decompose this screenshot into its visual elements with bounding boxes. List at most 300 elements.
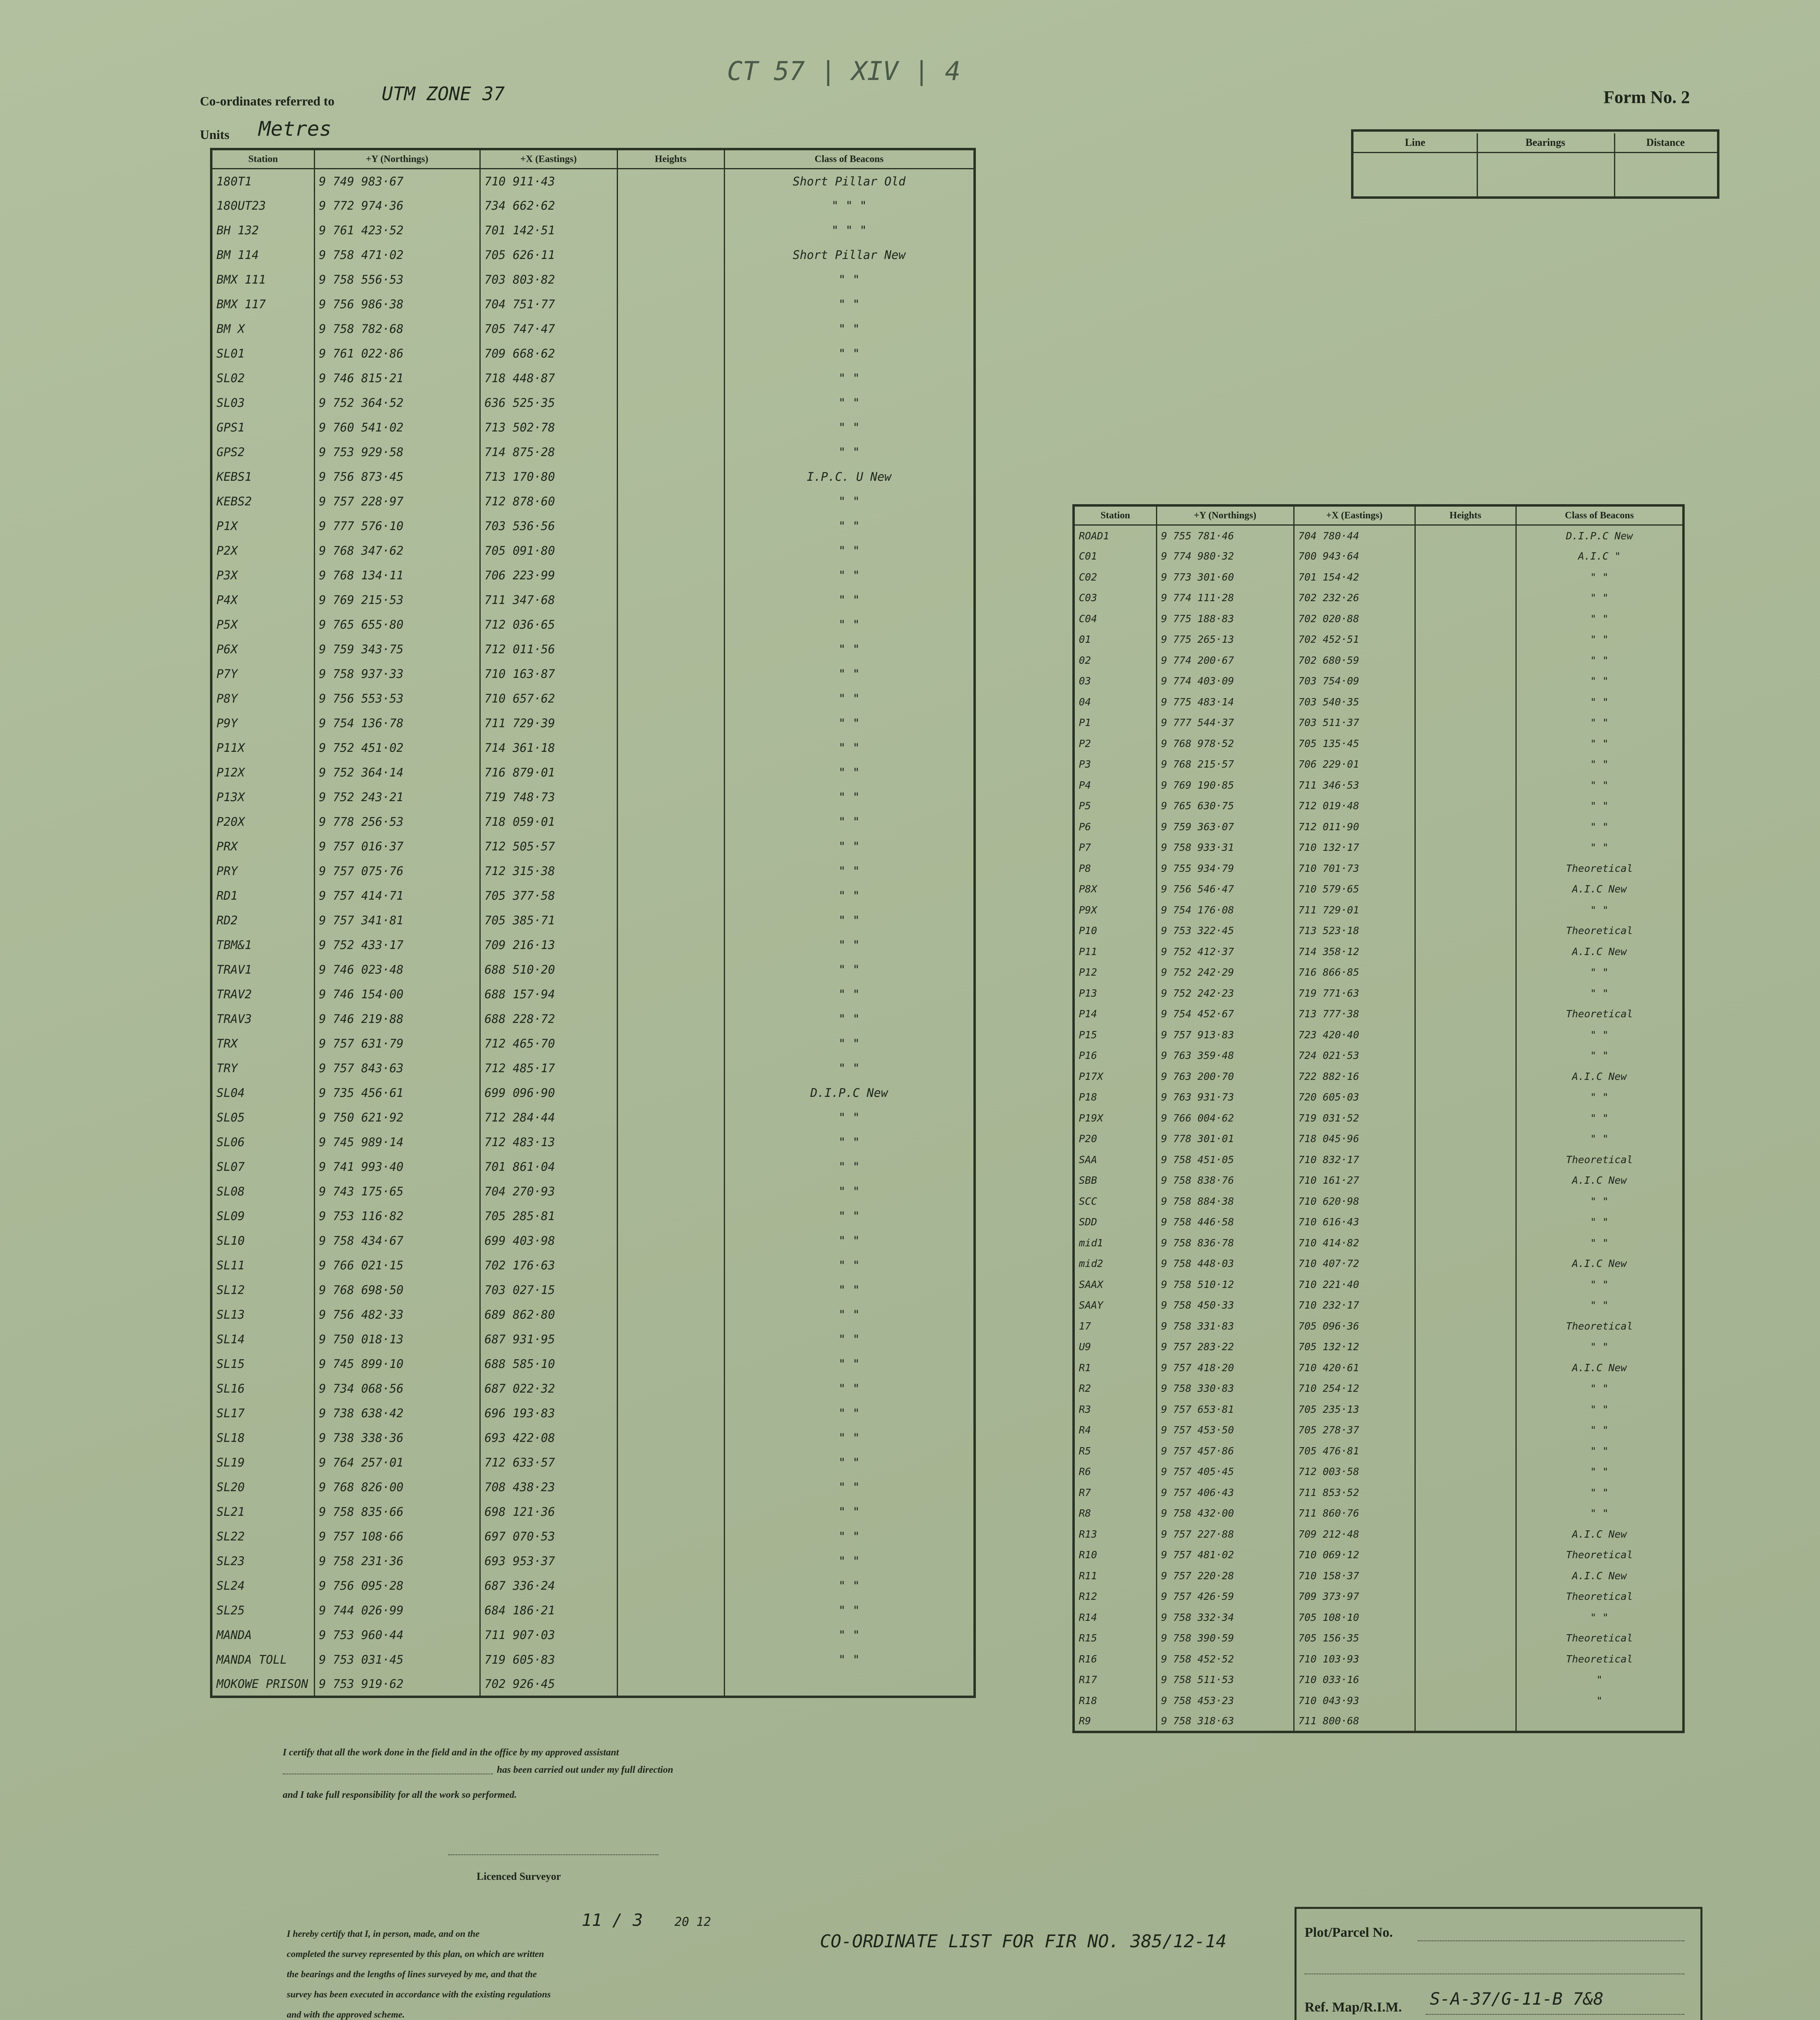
station-cell: PRX <box>211 834 314 859</box>
table-row <box>1074 1586 1683 1607</box>
easting-cell: 699 403·98 <box>480 1229 617 1253</box>
easting-cell: 719 031·52 <box>1294 1108 1415 1129</box>
beacon-class-cell: " " <box>724 908 975 933</box>
northing-cell: 9 758 434·67 <box>314 1229 480 1253</box>
station-cell: R18 <box>1074 1690 1156 1711</box>
height-cell <box>1415 650 1516 671</box>
table-row <box>1074 837 1683 858</box>
station-cell: SL13 <box>211 1302 314 1327</box>
table-row <box>211 612 975 637</box>
height-cell <box>1415 1461 1516 1482</box>
easting-cell: 703 803·82 <box>480 267 617 292</box>
height-cell <box>1415 1357 1516 1378</box>
table-row <box>1074 1357 1683 1378</box>
easting-cell: 698 121·36 <box>480 1500 617 1524</box>
beacon-class-cell: " " <box>1516 900 1683 921</box>
northing-cell: 9 761 423·52 <box>314 218 480 243</box>
beacon-class-cell: Short Pillar Old <box>724 169 975 194</box>
easting-cell: 688 157·94 <box>480 982 617 1007</box>
station-cell: P16 <box>1074 1045 1156 1066</box>
height-cell <box>1415 1482 1516 1503</box>
beacon-class-cell: Theoretical <box>1516 1316 1683 1337</box>
table-row <box>211 1426 975 1450</box>
station-cell: SL02 <box>211 366 314 391</box>
station-cell: SL18 <box>211 1426 314 1450</box>
table-row <box>1074 1253 1683 1274</box>
station-cell: SL07 <box>211 1155 314 1179</box>
beacon-class-cell: " " <box>724 1130 975 1155</box>
northing-cell: 9 768 347·62 <box>314 539 480 563</box>
station-cell: P7 <box>1074 837 1156 858</box>
form-number: Form No. 2 <box>1604 87 1690 107</box>
beacon-class-cell: " " <box>1516 1378 1683 1399</box>
easting-cell: 711 729·39 <box>480 711 617 736</box>
beacon-class-cell: " " <box>724 1302 975 1327</box>
station-cell: GPS2 <box>211 440 314 465</box>
easting-cell: 713 777·38 <box>1294 1004 1415 1025</box>
table-row <box>1074 733 1683 754</box>
beacon-class-cell: " " <box>724 1450 975 1475</box>
station-cell: C04 <box>1074 608 1156 629</box>
station-cell: GPS1 <box>211 415 314 440</box>
easting-cell: 710 616·43 <box>1294 1212 1415 1233</box>
beacon-class-cell: " " <box>724 711 975 736</box>
northing-cell: 9 758 451·05 <box>1156 1149 1294 1170</box>
station-cell: TRAV3 <box>211 1007 314 1031</box>
easting-cell: 703 027·15 <box>480 1278 617 1302</box>
easting-cell: 703 754·09 <box>1294 671 1415 692</box>
table-row <box>211 933 975 957</box>
beacon-class-cell: " " <box>724 637 975 662</box>
beacon-class-cell: A.I.C New <box>1516 879 1683 900</box>
beacon-class-cell: " " <box>1516 795 1683 816</box>
easting-cell: 710 414·82 <box>1294 1233 1415 1254</box>
easting-cell: 706 223·99 <box>480 563 617 588</box>
easting-cell: 712 485·17 <box>480 1056 617 1081</box>
beacon-class-cell: " " <box>724 292 975 317</box>
height-cell <box>617 908 724 933</box>
easting-cell: 703 536·56 <box>480 514 617 539</box>
easting-cell: 702 020·88 <box>1294 608 1415 629</box>
easting-cell: 700 943·64 <box>1294 546 1415 567</box>
beacon-class-cell: Theoretical <box>1516 858 1683 879</box>
easting-cell: 684 186·21 <box>480 1598 617 1623</box>
beacon-class-cell: " " <box>1516 671 1683 692</box>
station-cell: SL25 <box>211 1598 314 1623</box>
station-cell: SBB <box>1074 1170 1156 1191</box>
easting-cell: 688 510·20 <box>480 957 617 982</box>
northing-cell: 9 768 826·00 <box>314 1475 480 1500</box>
station-cell: SL05 <box>211 1105 314 1130</box>
height-cell <box>1415 1649 1516 1670</box>
northing-cell: 9 753 031·45 <box>314 1648 480 1672</box>
northing-cell: 9 757 341·81 <box>314 908 480 933</box>
height-cell <box>1415 1586 1516 1607</box>
station-cell: TRAV1 <box>211 957 314 982</box>
cert-year: 20 12 <box>675 1915 711 1929</box>
northing-cell: 9 758 332·34 <box>1156 1607 1294 1628</box>
northing-cell: 9 756 873·45 <box>314 465 480 489</box>
northing-cell: 9 759 363·07 <box>1156 816 1294 837</box>
easting-cell: 718 059·01 <box>480 810 617 834</box>
station-cell: SL15 <box>211 1352 314 1376</box>
station-cell: R15 <box>1074 1628 1156 1649</box>
table-row <box>211 785 975 810</box>
northing-cell: 9 756 986·38 <box>314 292 480 317</box>
beacon-class-cell: " " <box>724 1105 975 1130</box>
table-row <box>211 1376 975 1401</box>
height-cell <box>617 267 724 292</box>
station-cell: P19X <box>1074 1108 1156 1129</box>
easting-cell: 702 452·51 <box>1294 629 1415 650</box>
easting-cell: 716 879·01 <box>480 760 617 785</box>
height-cell <box>1415 962 1516 983</box>
height-cell <box>1415 754 1516 775</box>
northing-cell: 9 756 546·47 <box>1156 879 1294 900</box>
table-row <box>211 1549 975 1574</box>
height-cell <box>617 169 724 194</box>
beacon-class-cell: " " <box>724 1253 975 1278</box>
easting-cell: 710 043·93 <box>1294 1690 1415 1711</box>
beacon-class-cell: " " <box>724 1648 975 1672</box>
station-cell: BM 114 <box>211 243 314 267</box>
easting-cell: 734 662·62 <box>480 194 617 218</box>
height-cell <box>1415 1607 1516 1628</box>
height-cell <box>617 662 724 686</box>
beacon-class-cell: " " <box>724 1475 975 1500</box>
beacon-class-cell: " " <box>1516 1045 1683 1066</box>
beacon-class-cell: " " <box>724 1327 975 1352</box>
station-cell: P6 <box>1074 816 1156 837</box>
station-cell: SL22 <box>211 1524 314 1549</box>
northing-cell: 9 758 556·53 <box>314 267 480 292</box>
easting-cell: 703 540·35 <box>1294 692 1415 713</box>
northing-cell: 9 754 452·67 <box>1156 1004 1294 1025</box>
northing-cell: 9 777 576·10 <box>314 514 480 539</box>
height-cell <box>1415 1378 1516 1399</box>
easting-cell: 712 505·57 <box>480 834 617 859</box>
coords-value: UTM ZONE 37 <box>382 83 505 105</box>
station-cell: SL04 <box>211 1081 314 1105</box>
beacon-class-cell: " " <box>1516 712 1683 733</box>
station-cell: P9Y <box>211 711 314 736</box>
table-row <box>1074 1295 1683 1316</box>
station-cell: P9X <box>1074 900 1156 921</box>
northing-cell: 9 772 974·36 <box>314 194 480 218</box>
height-cell <box>617 1155 724 1179</box>
height-cell <box>617 686 724 711</box>
table-row <box>211 1105 975 1130</box>
beacon-class-cell: " " <box>1516 983 1683 1004</box>
easting-cell: 712 315·38 <box>480 859 617 884</box>
northing-cell: 9 753 929·58 <box>314 440 480 465</box>
northing-cell: 9 746 023·48 <box>314 957 480 982</box>
northing-cell: 9 757 016·37 <box>314 834 480 859</box>
height-cell <box>617 317 724 341</box>
station-cell: SL20 <box>211 1475 314 1500</box>
height-cell <box>1415 1274 1516 1295</box>
northing-cell: 9 759 343·75 <box>314 637 480 662</box>
station-cell: SAAY <box>1074 1295 1156 1316</box>
beacon-class-cell: " " <box>724 736 975 760</box>
beacon-class-cell: Theoretical <box>1516 1649 1683 1670</box>
northing-cell: 9 768 134·11 <box>314 563 480 588</box>
beacon-class-cell: " " <box>724 1401 975 1426</box>
station-cell: P12 <box>1074 962 1156 983</box>
table-row <box>1074 1649 1683 1670</box>
station-cell: P10 <box>1074 920 1156 941</box>
northing-cell: 9 766 004·62 <box>1156 1108 1294 1129</box>
table-row <box>211 1475 975 1500</box>
station-cell: SL19 <box>211 1450 314 1475</box>
easting-cell: 702 232·26 <box>1294 587 1415 608</box>
beacon-class-cell: I.P.C. U New <box>724 465 975 489</box>
northing-cell: 9 768 978·52 <box>1156 733 1294 754</box>
easting-cell: 699 096·90 <box>480 1081 617 1105</box>
beacon-class-cell: " " <box>1516 1503 1683 1524</box>
station-cell: R8 <box>1074 1503 1156 1524</box>
beacon-class-cell: " " <box>1516 692 1683 713</box>
easting-cell: 704 270·93 <box>480 1179 617 1204</box>
table-row <box>211 1179 975 1204</box>
easting-cell: 711 853·52 <box>1294 1482 1415 1503</box>
easting-cell: 709 373·97 <box>1294 1586 1415 1607</box>
easting-cell: 701 861·04 <box>480 1155 617 1179</box>
northing-cell: 9 752 412·37 <box>1156 941 1294 962</box>
easting-cell: 704 751·77 <box>480 292 617 317</box>
beacon-class-cell: " " <box>724 785 975 810</box>
station-cell: 01 <box>1074 629 1156 650</box>
height-cell <box>617 933 724 957</box>
table-row <box>211 1450 975 1475</box>
table-row <box>1074 608 1683 629</box>
table-row <box>1074 795 1683 816</box>
easting-cell: 710 911·43 <box>480 169 617 194</box>
station-cell: C03 <box>1074 587 1156 608</box>
beacon-class-cell: " " <box>1516 962 1683 983</box>
table-row <box>211 1130 975 1155</box>
northing-cell: 9 745 989·14 <box>314 1130 480 1155</box>
northing-cell: 9 761 022·86 <box>314 341 480 366</box>
table-row <box>211 267 975 292</box>
station-cell: R2 <box>1074 1378 1156 1399</box>
station-cell: P11X <box>211 736 314 760</box>
northing-cell: 9 757 227·88 <box>1156 1524 1294 1545</box>
station-cell: P2X <box>211 539 314 563</box>
easting-cell: 709 668·62 <box>480 341 617 366</box>
height-cell <box>1415 1316 1516 1337</box>
northing-cell: 9 758 331·83 <box>1156 1316 1294 1337</box>
col-northings: +Y (Northings) <box>1156 505 1294 525</box>
northing-cell: 9 774 980·32 <box>1156 546 1294 567</box>
northing-cell: 9 757 453·50 <box>1156 1420 1294 1441</box>
beacon-class-cell: Theoretical <box>1516 1544 1683 1566</box>
height-cell <box>1415 1233 1516 1254</box>
cert-text-2: has been carried out under my full direction <box>497 1765 673 1775</box>
height-cell <box>617 1130 724 1155</box>
northing-cell: 9 757 406·43 <box>1156 1482 1294 1503</box>
station-cell: 180UT23 <box>211 194 314 218</box>
easting-cell: 702 176·63 <box>480 1253 617 1278</box>
reference-title: CT 57 | XIV | 4 <box>727 57 960 86</box>
height-cell <box>1415 546 1516 567</box>
station-cell: P2 <box>1074 733 1156 754</box>
easting-cell: 705 096·36 <box>1294 1316 1415 1337</box>
beacon-class-cell: " " <box>724 267 975 292</box>
easting-cell: 710 221·40 <box>1294 1274 1415 1295</box>
col-northings: +Y (Northings) <box>314 149 480 169</box>
station-cell: SL03 <box>211 391 314 415</box>
station-cell: P8 <box>1074 858 1156 879</box>
northing-cell: 9 757 108·66 <box>314 1524 480 1549</box>
northing-cell: 9 746 154·00 <box>314 982 480 1007</box>
beacon-class-cell: Short Pillar New <box>724 243 975 267</box>
easting-cell: 709 212·48 <box>1294 1524 1415 1545</box>
beacon-class-cell: A.I.C New <box>1516 941 1683 962</box>
easting-cell: 711 346·53 <box>1294 775 1415 796</box>
height-cell <box>1415 920 1516 941</box>
northing-cell: 9 752 364·52 <box>314 391 480 415</box>
beacon-class-cell: A.I.C New <box>1516 1253 1683 1274</box>
height-cell <box>617 1401 724 1426</box>
northing-cell: 9 758 471·02 <box>314 243 480 267</box>
table-row <box>1074 1274 1683 1295</box>
table-row <box>211 884 975 908</box>
northing-cell: 9 758 390·59 <box>1156 1628 1294 1649</box>
beacon-class-cell: " " <box>724 1031 975 1056</box>
table-row <box>211 465 975 489</box>
beacon-class-cell: " " <box>724 1574 975 1598</box>
northing-cell: 9 758 510·12 <box>1156 1274 1294 1295</box>
easting-cell: 705 747·47 <box>480 317 617 341</box>
table-row <box>1074 1108 1683 1129</box>
height-cell <box>1415 879 1516 900</box>
height-cell <box>617 1598 724 1623</box>
table-row <box>211 391 975 415</box>
beacon-class-cell: " " <box>1516 1233 1683 1254</box>
easting-cell: 718 045·96 <box>1294 1128 1415 1149</box>
table-row <box>211 1500 975 1524</box>
beacon-class-cell: " " <box>724 563 975 588</box>
table-row <box>1074 1461 1683 1482</box>
col-class: Class of Beacons <box>724 149 975 169</box>
station-cell: BMX 111 <box>211 267 314 292</box>
easting-cell: 723 420·40 <box>1294 1025 1415 1046</box>
northing-cell: 9 744 026·99 <box>314 1598 480 1623</box>
beacon-class-cell: A.I.C New <box>1516 1524 1683 1545</box>
beacon-class-cell: " <box>1516 1690 1683 1711</box>
beacon-class-cell: " " <box>724 1278 975 1302</box>
easting-cell: 710 701·73 <box>1294 858 1415 879</box>
northing-cell: 9 763 931·73 <box>1156 1087 1294 1108</box>
station-cell: RD2 <box>211 908 314 933</box>
northing-cell: 9 756 482·33 <box>314 1302 480 1327</box>
height-cell <box>617 194 724 218</box>
height-cell <box>617 1253 724 1278</box>
beacon-class-cell: " " <box>1516 754 1683 775</box>
station-cell: TBM&1 <box>211 933 314 957</box>
easting-cell: 716 866·85 <box>1294 962 1415 983</box>
height-cell <box>617 711 724 736</box>
station-cell: SDD <box>1074 1212 1156 1233</box>
easting-cell: 719 748·73 <box>480 785 617 810</box>
beacon-class-cell: " " <box>724 1524 975 1549</box>
station-cell: PRY <box>211 859 314 884</box>
easting-cell: 712 633·57 <box>480 1450 617 1475</box>
beacon-class-cell: Theoretical <box>1516 1586 1683 1607</box>
northing-cell: 9 757 228·97 <box>314 489 480 514</box>
northing-cell: 9 773 301·60 <box>1156 567 1294 588</box>
northing-cell: 9 758 884·38 <box>1156 1191 1294 1212</box>
height-cell <box>617 736 724 760</box>
table-row <box>211 1302 975 1327</box>
beacon-class-cell: " " <box>1516 775 1683 796</box>
ref-map-value: S-A-37/G-11-B 7&8 <box>1430 1989 1604 2009</box>
table-row <box>211 1672 975 1697</box>
northing-cell: 9 754 136·78 <box>314 711 480 736</box>
height-cell <box>617 1648 724 1672</box>
station-cell: P8Y <box>211 686 314 711</box>
table-row <box>1074 525 1683 546</box>
height-cell <box>1415 858 1516 879</box>
easting-cell: 710 832·17 <box>1294 1149 1415 1170</box>
easting-cell: 705 626·11 <box>480 243 617 267</box>
table-row <box>211 539 975 563</box>
height-cell <box>617 884 724 908</box>
easting-cell: 712 011·56 <box>480 637 617 662</box>
easting-cell: 636 525·35 <box>480 391 617 415</box>
beacon-class-cell: " " <box>1516 837 1683 858</box>
table-row <box>211 169 975 194</box>
beacon-class-cell <box>724 1672 975 1697</box>
northing-cell: 9 753 919·62 <box>314 1672 480 1697</box>
northing-cell: 9 738 338·36 <box>314 1426 480 1450</box>
height-cell <box>617 859 724 884</box>
table-row <box>211 218 975 243</box>
height-cell <box>1415 1212 1516 1233</box>
bearings-col-distance: Distance <box>1614 133 1717 153</box>
station-cell: P18 <box>1074 1087 1156 1108</box>
beacon-class-cell: " " <box>724 760 975 785</box>
height-cell <box>1415 941 1516 962</box>
beacon-class-cell: " " <box>1516 1420 1683 1441</box>
station-cell: R7 <box>1074 1482 1156 1503</box>
table-row <box>1074 692 1683 713</box>
beacon-class-cell: D.I.P.C New <box>1516 525 1683 546</box>
beacon-class-cell: " " <box>1516 1399 1683 1420</box>
height-cell <box>617 588 724 612</box>
northing-cell: 9 757 414·71 <box>314 884 480 908</box>
height-cell <box>617 366 724 391</box>
northing-cell: 9 765 630·75 <box>1156 795 1294 816</box>
table-row <box>1074 941 1683 962</box>
station-cell: KEBS2 <box>211 489 314 514</box>
table-row <box>1074 900 1683 921</box>
northing-cell: 9 758 450·33 <box>1156 1295 1294 1316</box>
easting-cell: 712 011·90 <box>1294 816 1415 837</box>
station-cell: R11 <box>1074 1566 1156 1587</box>
table-row <box>211 1574 975 1598</box>
easting-cell: 693 953·37 <box>480 1549 617 1574</box>
height-cell <box>617 1302 724 1327</box>
station-cell: SL09 <box>211 1204 314 1229</box>
table-row <box>1074 712 1683 733</box>
beacon-class-cell: " " " <box>724 218 975 243</box>
station-cell: R3 <box>1074 1399 1156 1420</box>
easting-cell: 712 465·70 <box>480 1031 617 1056</box>
station-cell: R1 <box>1074 1357 1156 1378</box>
beacon-class-cell: D.I.P.C New <box>724 1081 975 1105</box>
